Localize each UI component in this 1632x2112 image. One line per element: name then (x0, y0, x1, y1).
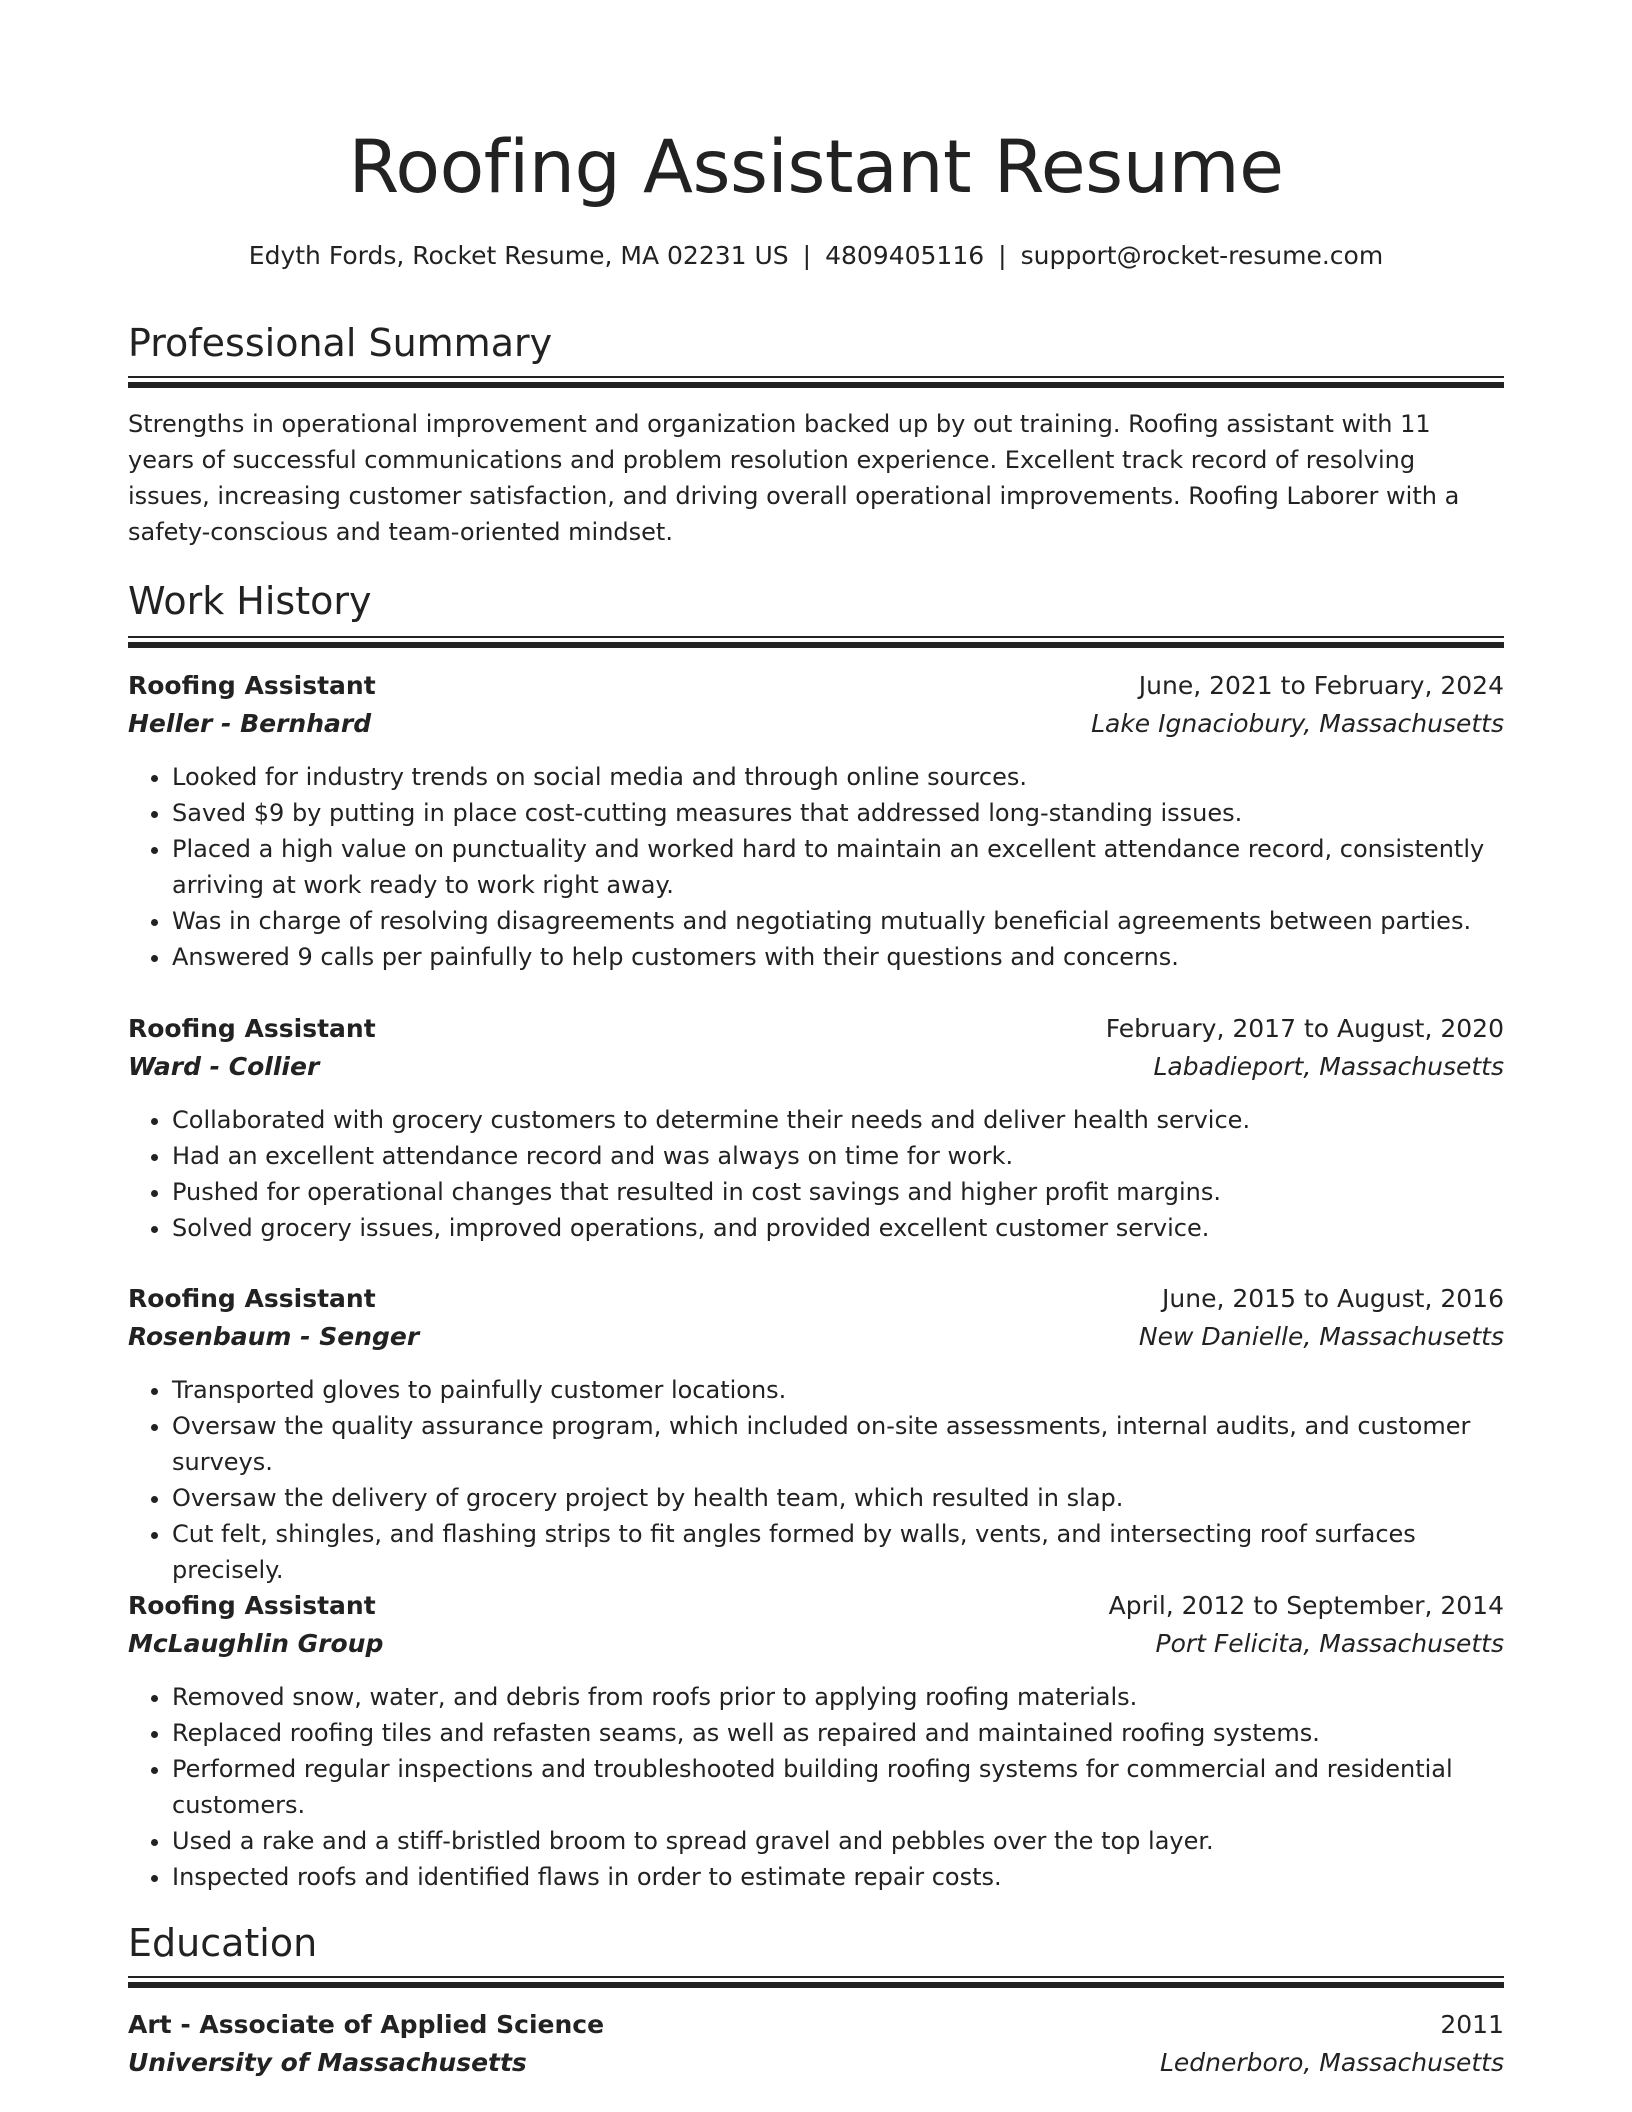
section-divider (128, 1982, 1504, 1988)
job-company: Ward - Collier (128, 1052, 320, 1081)
job-title: Roofing Assistant (128, 1284, 376, 1313)
bullet-item: • Used a rake and a stiff-bristled broom to spread gravel and pebbles over the top layer. (172, 1823, 1504, 1859)
contact-line (128, 238, 1504, 274)
work-history-heading: Work History (128, 579, 372, 623)
job-dates: April, 2012 to September, 2014 (1108, 1591, 1504, 1620)
job-company: Rosenbaum - Senger (128, 1322, 420, 1351)
job-dates: June, 2021 to February, 2024 (1138, 671, 1504, 700)
bullet-item: • Had an excellent attendance record and was always on time for work. (172, 1138, 1504, 1174)
bullet-item: • Saved $9 by putting in place cost-cutting measures that addressed long-standing issues. (172, 795, 1504, 831)
bullet-item: • Cut felt, shingles, and flashing strips to fit angles formed by walls, vents, and intersecting roof surfaces precisely. (172, 1516, 1504, 1588)
contact-email: support@rocket-resume.com (1020, 241, 1384, 270)
job-header (128, 667, 1504, 705)
bullet-item: • Transported gloves to painfully customer locations. (172, 1372, 1504, 1408)
bullet-item: • Looked for industry trends on social media and through online sources. (172, 759, 1504, 795)
job-location: Labadieport, Massachusetts (1153, 1052, 1504, 1081)
job-entry (128, 1587, 1504, 1895)
section-divider (128, 376, 1504, 378)
job-entry (128, 667, 1504, 975)
contact-address: Edyth Fords, Rocket Resume, MA 02231 US (248, 241, 789, 270)
section-divider (128, 382, 1504, 388)
job-bullets (128, 1679, 1504, 1895)
job-bullets (128, 1372, 1504, 1588)
summary-text: Strengths in operational improvement and organization backed up by out training. Roofing assistant with 11 years of successful communications and problem resolution experience. Excellent track record of resolving issues, increasing customer satisfaction, and driving overall operational improvements. Roofing Laborer with a safety-conscious and team-oriented mindset. (128, 410, 1460, 546)
job-subheader (128, 1625, 1504, 1663)
bullet-item: • Oversaw the delivery of grocery project by health team, which resulted in slap. (172, 1480, 1504, 1516)
job-bullets (128, 1102, 1504, 1246)
job-header (128, 1280, 1504, 1318)
education-header (128, 2006, 1504, 2044)
section-divider (128, 1976, 1504, 1978)
bullet-item: • Performed regular inspections and troubleshooted building roofing systems for commercial and residential customers. (172, 1751, 1504, 1823)
education-year: 2011 (1440, 2010, 1504, 2039)
contact-separator: | (998, 241, 1007, 270)
education-entry (128, 2006, 1504, 2082)
bullet-item: • Inspected roofs and identified flaws in order to estimate repair costs. (172, 1859, 1504, 1895)
contact-phone: 4809405116 (825, 241, 985, 270)
education-heading: Education (128, 1921, 318, 1965)
summary-heading: Professional Summary (128, 321, 553, 365)
job-subheader (128, 1048, 1504, 1086)
job-title: Roofing Assistant (128, 671, 376, 700)
job-dates: February, 2017 to August, 2020 (1105, 1014, 1504, 1043)
section-divider (128, 636, 1504, 638)
bullet-item: • Answered 9 calls per painfully to help customers with their questions and concerns. (172, 939, 1504, 975)
job-subheader (128, 1318, 1504, 1356)
bullet-item: • Removed snow, water, and debris from roofs prior to applying roofing materials. (172, 1679, 1504, 1715)
job-dates: June, 2015 to August, 2016 (1162, 1284, 1504, 1313)
bullet-item: • Was in charge of resolving disagreements and negotiating mutually beneficial agreements between parties. (172, 903, 1504, 939)
job-location: Lake Ignaciobury, Massachusetts (1091, 709, 1504, 738)
bullet-item: • Pushed for operational changes that resulted in cost savings and higher profit margins. (172, 1174, 1504, 1210)
bullet-item: • Oversaw the quality assurance program, which included on-site assessments, internal audits, and customer surveys. (172, 1408, 1504, 1480)
bullet-item: • Collaborated with grocery customers to determine their needs and deliver health service. (172, 1102, 1504, 1138)
job-title: Roofing Assistant (128, 1014, 376, 1043)
job-subheader (128, 705, 1504, 743)
job-location: Port Felicita, Massachusetts (1155, 1629, 1504, 1658)
resume-title: Roofing Assistant Resume (348, 125, 1284, 210)
bullet-item: • Placed a high value on punctuality and worked hard to maintain an excellent attendance record, consistently arriving at work ready to work right away. (172, 831, 1504, 903)
job-header (128, 1010, 1504, 1048)
section-divider (128, 642, 1504, 648)
bullet-item: • Replaced roofing tiles and refasten seams, as well as repaired and maintained roofing systems. (172, 1715, 1504, 1751)
bullet-item: • Solved grocery issues, improved operations, and provided excellent customer service. (172, 1210, 1504, 1246)
education-degree: Art - Associate of Applied Science (128, 2010, 605, 2039)
job-title: Roofing Assistant (128, 1591, 376, 1620)
education-subheader (128, 2044, 1504, 2082)
job-company: McLaughlin Group (128, 1629, 384, 1658)
education-location: Lednerboro, Massachusetts (1159, 2048, 1504, 2077)
job-bullets (128, 759, 1504, 975)
education-school: University of Massachusetts (128, 2048, 527, 2077)
job-header (128, 1587, 1504, 1625)
job-entry (128, 1280, 1504, 1588)
contact-separator: | (802, 241, 812, 270)
job-location: New Danielle, Massachusetts (1138, 1322, 1504, 1351)
job-company: Heller - Bernhard (128, 709, 372, 738)
job-entry (128, 1010, 1504, 1246)
